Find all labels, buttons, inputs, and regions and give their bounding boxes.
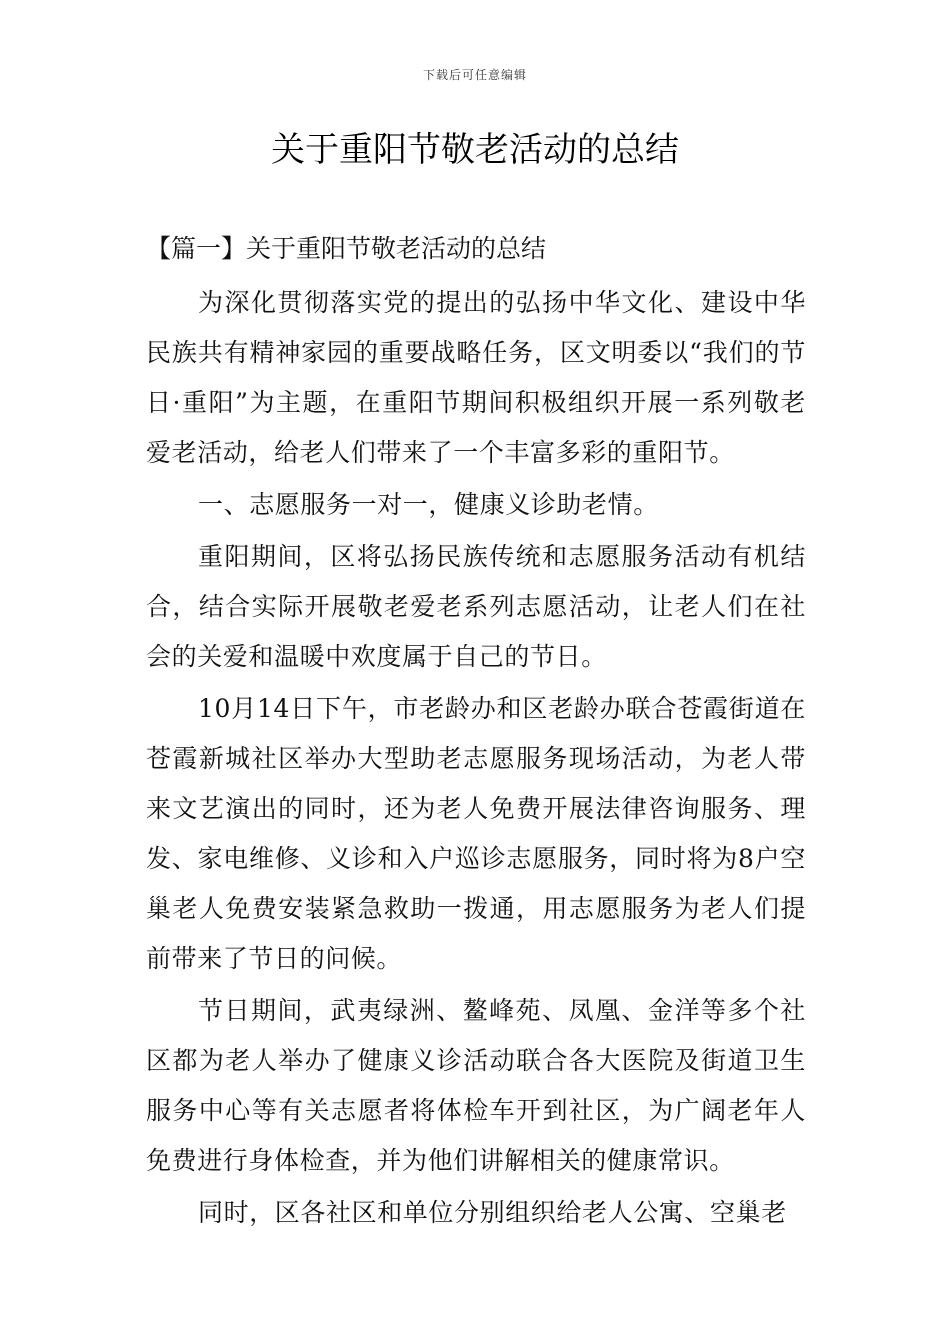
paragraph: 节日期间，武夷绿洲、鳌峰苑、凤凰、金洋等多个社区都为老人举办了健康义诊活动联合各大医院及街道卫生服务中心等有关志愿者将体检车开到社区，为广阔老年人免费进行身体检查，并为他们讲解相关的健康常识。: [146, 996, 806, 1175]
paragraph: 10月14日下午，市老龄办和区老龄办联合苍霞街道在苍霞新城社区举办大型助老志愿服务现场活动，为老人带来文艺演出的同时，还为老人免费开展法律咨询服务、理发、家电维修、义诊和入户巡诊志愿服务，同时将为8户空巢老人免费安装紧急救助一拨通，用志愿服务为老人们提前带来了节日的问候。: [146, 694, 806, 973]
section-heading: 【篇一】关于重阳节敬老活动的总结: [146, 234, 547, 263]
paragraph: 重阳期间，区将弘扬民族传统和志愿服务活动有机结合，结合实际开展敬老爱老系列志愿活动，让老人们在社会的关爱和温暖中欢度属于自己的节日。: [146, 542, 806, 671]
paragraph: 为深化贯彻落实党的提出的弘扬中华文化、建设中华民族共有精神家园的重要战略任务，区文明委以“我们的节日·重阳”为主题，在重阳节期间积极组织开展一系列敬老爱老活动，给老人们带来了一个丰富多彩的重阳节。: [146, 288, 806, 467]
paragraph: 同时，区各社区和单位分别组织给老人公寓、空巢老: [198, 1198, 787, 1227]
paragraph: 一、志愿服务一对一，健康义诊助老情。: [198, 490, 659, 519]
document-title: 关于重阳节敬老活动的总结: [271, 130, 679, 170]
header-note: 下载后可任意编辑: [422, 68, 527, 82]
body-text: [146, 278, 806, 1240]
